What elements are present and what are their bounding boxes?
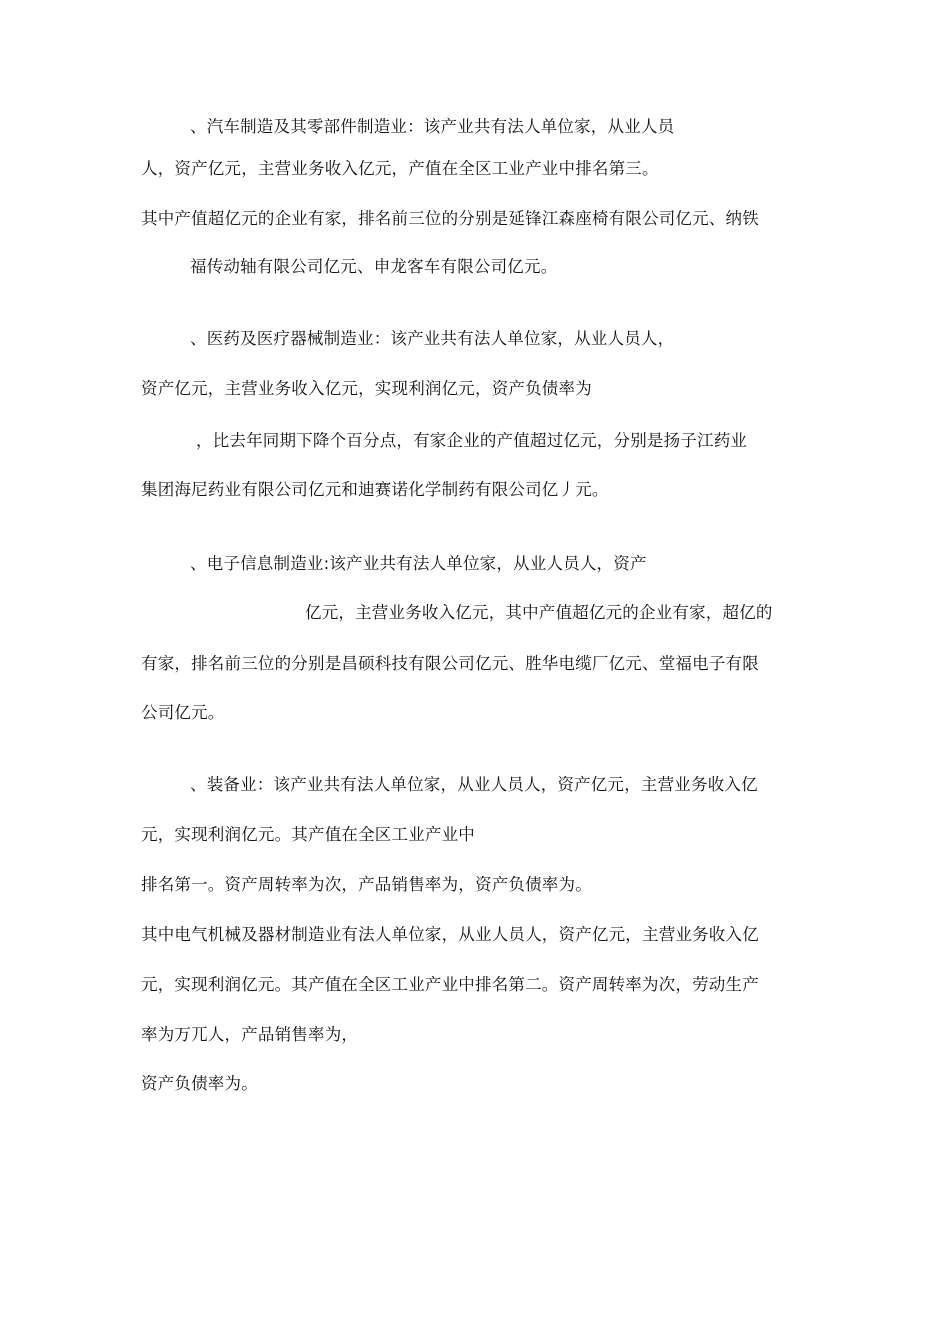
section-equipment-line-6: 率为万兀人，产品销售率为， — [141, 1025, 359, 1044]
section-equipment-line-4: 其中电气机械及器材制造业有法人单位家，从业人员人，资产亿元，主营业务收入亿 — [141, 925, 759, 944]
section-auto-line-3: 其中产值超亿元的企业有家，排名前三位的分别是延锋江森座椅有限公司亿元、纳铁 — [141, 209, 759, 228]
section-auto-line-2: 人，资产亿元，主营业务收入亿元，产值在全区工业产业中排名第三。 — [141, 159, 659, 178]
section-auto-line-4: 福传动轴有限公司亿元、申龙客车有限公司亿元。 — [190, 257, 558, 276]
section-equipment-line-2: 元，实现利润亿元。其产值在全区工业产业中 — [141, 825, 475, 844]
section-electronics-line-3: 有家，排名前三位的分别是昌硕科技有限公司亿元、胜华电缆厂亿元、堂福电子有限 — [141, 654, 759, 673]
section-pharma-line-1: 、医药及医疗器械制造业：该产业共有法人单位家，从业人员人， — [190, 329, 675, 348]
section-electronics-line-4: 公司亿元。 — [141, 703, 225, 722]
section-pharma-line-2: 资产亿元，主营业务收入亿元，实现利润亿元，资产负债率为 — [141, 379, 592, 398]
section-pharma-line-3: ，比去年同期下降个百分点，有家企业的产值超过亿元，分别是扬子江药业 — [196, 431, 748, 450]
section-auto-line-1: 、汽车制造及其零部件制造业：该产业共有法人单位家，从业人员 — [190, 117, 675, 136]
section-equipment-line-1: 、装备业：该产业共有法人单位家，从业人员人，资产亿元，主营业务收入亿 — [190, 775, 758, 794]
section-equipment-line-3: 排名第一。资产周转率为次，产品销售率为，资产负债率为。 — [141, 875, 592, 894]
section-electronics-line-2: 亿元，主营业务收入亿元，其中产值超亿元的企业有家，超亿的 — [305, 603, 773, 622]
section-pharma-line-4: 集团海尼药业有限公司亿元和迪赛诺化学制药有限公司亿丿元。 — [141, 480, 609, 499]
section-equipment-line-7: 资产负债率为。 — [141, 1074, 258, 1093]
section-electronics-line-1: 、电子信息制造业:该产业共有法人单位家，从业人员人，资产 — [190, 554, 647, 573]
section-equipment-line-5: 元，实现利润亿元。其产值在全区工业产业中排名第二。资产周转率为次，劳动生产 — [141, 975, 759, 994]
